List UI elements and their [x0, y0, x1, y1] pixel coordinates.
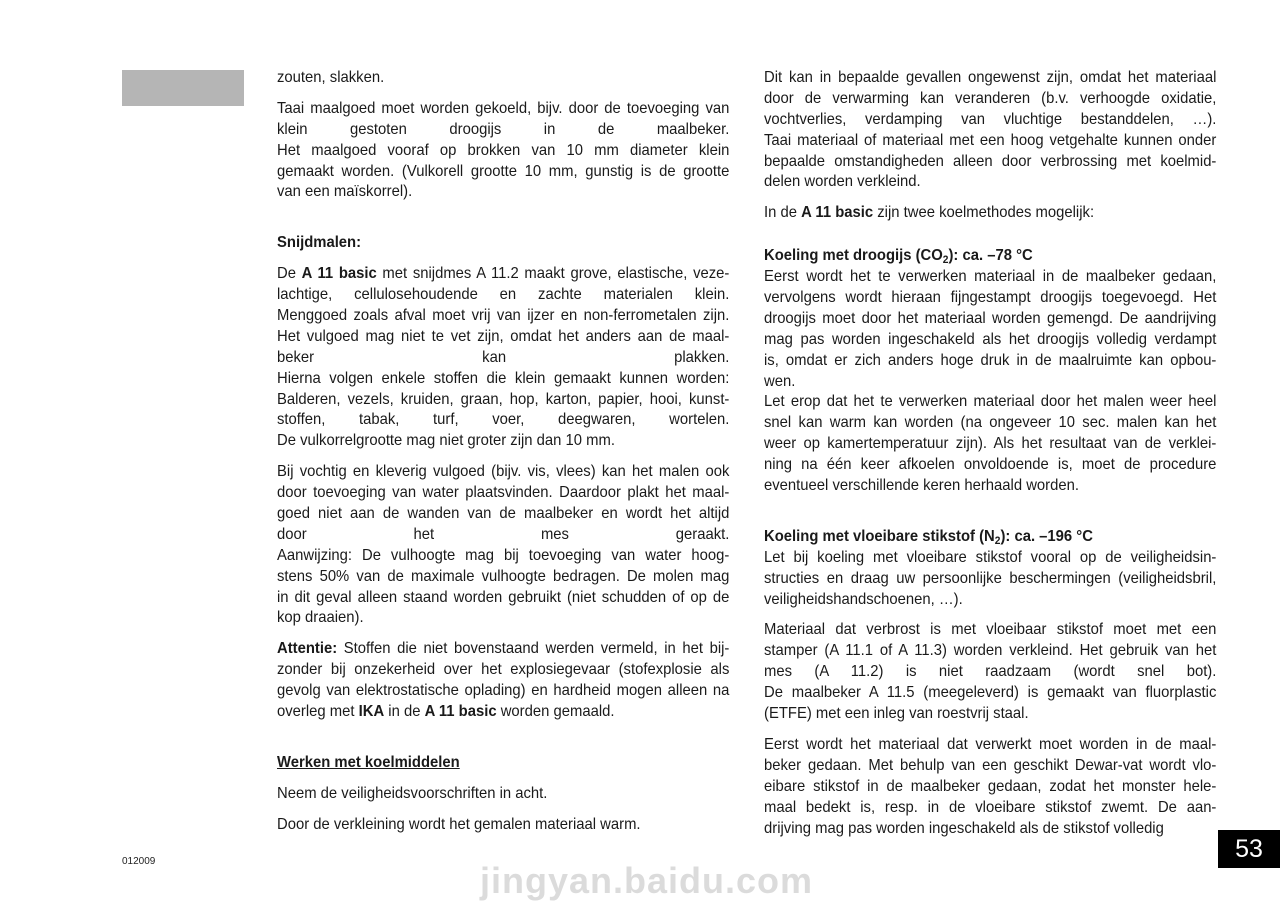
text-run: Werken met koelmiddelen [277, 753, 460, 771]
text-run: 2 [994, 534, 1001, 547]
text-line [277, 264, 729, 285]
text-line [277, 120, 729, 141]
bold-text-run: Attentie: [277, 640, 338, 658]
text-run: Koeling met droogijs (CO [764, 247, 943, 265]
section-heading [277, 753, 729, 774]
text-line [277, 483, 729, 504]
text-run: stens 50% van de maximale vulhoogte bedragen. De molen mag [277, 567, 730, 585]
text-run: zouten, slakken. [277, 69, 385, 86]
text-line [764, 704, 1216, 725]
text-line [277, 504, 729, 525]
text-line [764, 288, 1216, 309]
text-line [764, 662, 1216, 683]
text-run: Het maalgoed vooraf op brokken van 10 mm diameter klein [277, 141, 730, 159]
text-run: wen. [764, 372, 796, 390]
text-run: Eerst wordt het te verwerken materiaal in de maalbeker gedaan, [764, 268, 1217, 286]
text-line [764, 110, 1216, 131]
text-line [764, 309, 1216, 330]
text-line [277, 99, 729, 120]
text-run: De [277, 265, 302, 283]
text-run: gemaakt worden. (Vulkorell grootte 10 mm, gunstig is de grootte [277, 162, 730, 180]
text-run: 2 [942, 254, 949, 267]
text-run: (ETFE) met een inleg van roestvrij staal. [764, 705, 1029, 723]
text-line [764, 548, 1216, 569]
text-run: gevolg van elektrostatische oplading) en hardheid mogen alleen na [277, 682, 730, 700]
paragraph [764, 548, 1216, 611]
text-run: met snijdmes A 11.2 maakt grove, elastische, veze- [376, 265, 730, 283]
text-line [764, 172, 1216, 193]
text-run: goed niet aan de wanden van de maalbeker en wordt het altijd [277, 505, 730, 523]
text-line [277, 567, 729, 588]
text-run: door toevoeging van water plaatsvinden. Daardoor plakt het maal- [277, 484, 730, 502]
text-run: door de verwarming kan veranderen (b.v. verhoogde oxidatie, [764, 89, 1217, 107]
text-run: beker gedaan. Met behulp van een geschikt Dewar-vat wordt vlo- [764, 756, 1217, 774]
text-line [764, 569, 1216, 590]
text-run: zijn twee koelmethodes mogelijk: [873, 204, 1095, 222]
text-run: De maalbeker A 11.5 (meegeleverd) is gemaakt van fluorplastic [764, 684, 1217, 702]
text-run: lachtige, cellulosehoudende en zachte materialen klein. [277, 286, 730, 304]
text-line [277, 390, 729, 411]
text-run: Door de verkleining wordt het gemalen materiaal warm. [277, 815, 641, 833]
text-run: stoffen, tabak, turf, voer, deegwaren, wortelen. [277, 411, 730, 429]
text-line [764, 527, 1216, 548]
text-line [277, 784, 729, 805]
text-run: vervolgens wordt hieraan fijngestampt droogijs toegevoegd. Het [764, 289, 1217, 307]
text-line [764, 152, 1216, 173]
text-line [277, 233, 729, 254]
text-line [764, 756, 1216, 777]
watermark: jingyan.baidu.com [480, 860, 814, 901]
text-run: vochtverlies, verdamping van vluchtige bestanddelen, …). [764, 110, 1217, 128]
text-run: eventueel verschillende keren herhaald worden. [764, 477, 1079, 495]
text-run: door het mes geraakt. [277, 525, 730, 543]
page-number: 53 [1218, 830, 1280, 868]
text-run: mes (A 11.2) is niet raadzaam (wordt snel bot). [764, 663, 1217, 681]
bold-text-run: A 11 basic [801, 204, 874, 222]
bold-text-run: IKA [358, 703, 385, 721]
text-run: veiligheidshandschoenen, …). [764, 590, 963, 608]
paragraph [277, 784, 729, 805]
text-line [764, 735, 1216, 756]
paragraph [764, 68, 1216, 193]
left-text-column [277, 68, 729, 836]
document-code: 012009 [122, 856, 156, 867]
text-run: van een maïskorrel). [277, 183, 413, 201]
text-run: Taai maalgoed moet worden gekoeld, bijv. door de toevoeging van [277, 99, 730, 117]
text-run: bepaalde omstandigheden alleen door verbrossing met koelmid- [764, 152, 1217, 170]
text-run: delen worden verkleind. [764, 173, 921, 191]
text-line [277, 702, 729, 723]
text-line [277, 660, 729, 681]
text-line [764, 798, 1216, 819]
text-line [764, 476, 1216, 497]
text-run: In de [764, 204, 802, 222]
text-line [277, 431, 729, 452]
text-run: drijving mag pas worden ingeschakeld als de stikstof volledig [764, 819, 1164, 837]
paragraph [277, 462, 729, 629]
text-line [277, 525, 729, 546]
paragraph [277, 99, 729, 203]
paragraph [764, 620, 1216, 724]
text-line [277, 68, 729, 89]
bold-text-run: A 11 basic [424, 703, 497, 721]
text-run: De vulkorrelgrootte mag niet groter zijn dan 10 mm. [277, 432, 615, 450]
text-run: droogijs moet door het materiaal worden gemengd. De aandrijving [764, 309, 1217, 327]
text-line [764, 590, 1216, 611]
text-run: stamper (A 11.1 of A 11.3) worden verkleind. Het gebruik van het [764, 642, 1217, 660]
text-run: structies en draag uw persoonlijke beschermingen (veiligheidsbril, [764, 569, 1217, 587]
paragraph [277, 264, 729, 452]
text-line [277, 348, 729, 369]
section-marker-box [122, 70, 244, 106]
text-line [764, 777, 1216, 798]
text-run: Taai materiaal of materiaal met een hoog vetgehalte kunnen onder [764, 131, 1217, 149]
paragraph [277, 815, 729, 836]
section-heading [764, 527, 1216, 548]
paragraph [764, 735, 1216, 839]
text-run: kop draaien). [277, 609, 364, 627]
text-line [277, 141, 729, 162]
text-run: in dit geval alleen staand worden gebruikt (niet schudden of op de [277, 588, 730, 606]
text-line [764, 203, 1216, 224]
paragraph [764, 203, 1216, 224]
right-text-column [764, 68, 1216, 839]
text-run: overleg met [277, 703, 359, 721]
text-run: Let bij koeling met vloeibare stikstof vooral op de veiligheidsin- [764, 548, 1217, 566]
paragraph [277, 68, 729, 89]
text-run: eibare stikstof in de maalbeker gedaan, zodat het monster hele- [764, 777, 1217, 795]
text-run: Eerst wordt het materiaal dat verwerkt moet worden in de maal- [764, 735, 1217, 753]
text-line [277, 608, 729, 629]
bold-text-run: A 11 basic [301, 265, 377, 283]
text-run: ): ca. –78 °C [948, 247, 1033, 265]
text-line [277, 639, 729, 660]
paragraph [764, 267, 1216, 497]
text-run: beker kan plakken. [277, 348, 730, 366]
text-line [277, 815, 729, 836]
paragraph [277, 639, 729, 723]
text-run: Hierna volgen enkele stoffen die klein gemaakt kunnen worden: [277, 369, 730, 387]
text-run: Snijdmalen: [277, 234, 362, 252]
text-run: klein gestoten droogijs in de maalbeker. [277, 120, 730, 138]
text-line [764, 683, 1216, 704]
text-run: Dit kan in bepaalde gevallen ongewenst zijn, omdat het materiaal [764, 69, 1217, 86]
section-heading [764, 246, 1216, 267]
text-run: worden gemaald. [496, 703, 615, 721]
text-run: weer op kamertemperatuur zijn). Als het resultaat van de verklei- [764, 435, 1217, 453]
text-line [277, 681, 729, 702]
text-run: Stoffen die niet bovenstaand werden vermeld, in het bij- [337, 640, 730, 658]
text-run: zonder bij onzekerheid over het explosiegevaar (stofexplosie als [277, 661, 730, 679]
text-line [277, 182, 729, 203]
text-run: snel kan warm kan worden (na ongeveer 10 sec. malen kan het [764, 414, 1217, 432]
text-run: Aanwijzing: De vulhoogte mag bij toevoeging van water hoog- [277, 546, 730, 564]
text-line [764, 330, 1216, 351]
text-line [277, 306, 729, 327]
text-run: Neem de veiligheidsvoorschriften in acht. [277, 784, 548, 802]
text-line [764, 641, 1216, 662]
text-line [277, 162, 729, 183]
text-line [277, 753, 729, 774]
text-line [764, 246, 1216, 267]
text-run: ning na één keer afkoelen onvoldoende is, moet de procedure [764, 456, 1217, 474]
text-run: is, omdat er zich anders hoge druk in de maalruimte kan opbou- [764, 351, 1217, 369]
text-run: Let erop dat het te verwerken materiaal door het malen weer heel [764, 393, 1217, 411]
text-line [764, 413, 1216, 434]
section-heading [277, 233, 729, 254]
text-line [764, 620, 1216, 641]
text-run: ): ca. –196 °C [1000, 527, 1093, 545]
text-run: Balderen, vezels, kruiden, graan, hop, karton, papier, hooi, kunst- [277, 390, 730, 408]
text-line [277, 410, 729, 431]
text-run: Koeling met vloeibare stikstof (N [764, 527, 995, 545]
text-line [764, 351, 1216, 372]
text-line [764, 455, 1216, 476]
text-line [764, 372, 1216, 393]
text-line [764, 819, 1216, 840]
text-line [764, 131, 1216, 152]
text-line [764, 267, 1216, 288]
text-run: Materiaal dat verbrost is met vloeibaar stikstof moet met een [764, 621, 1217, 639]
text-run: maal bedekt is, resp. in de vloeibare stikstof zwemt. De aan- [764, 798, 1217, 816]
text-run: Menggoed zoals afval moet vrij van ijzer en non-ferrometalen zijn. [277, 307, 730, 325]
text-line [277, 462, 729, 483]
text-line [277, 546, 729, 567]
text-line [764, 392, 1216, 413]
text-run: in de [384, 703, 425, 721]
text-run: Bij vochtig en kleverig vulgoed (bijv. vis, vlees) kan het malen ook [277, 463, 730, 481]
text-line [764, 68, 1216, 89]
text-run: mag pas worden ingeschakeld als het droogijs volledig verdampt [764, 330, 1217, 348]
text-run: Het vulgoed mag niet te vet zijn, omdat het anders aan de maal- [277, 327, 730, 345]
text-line [277, 285, 729, 306]
text-line [764, 434, 1216, 455]
text-line [277, 327, 729, 348]
text-line [764, 89, 1216, 110]
text-line [277, 588, 729, 609]
text-line [277, 369, 729, 390]
